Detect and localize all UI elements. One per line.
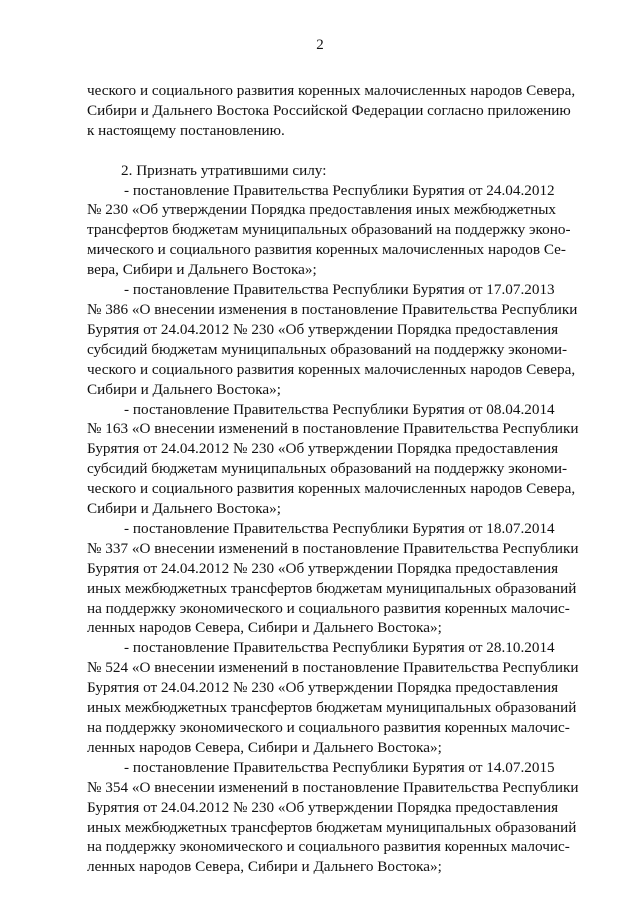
text-line: иных межбюджетных трансфертов бюджетам муниципальных образований [87, 579, 577, 597]
text-line: Бурятия от 24.04.2012 № 230 «Об утверждении Порядка предоставления [87, 440, 559, 458]
document-body [87, 81, 579, 877]
text-line: ленных народов Севера, Сибири и Дальнего Востока»; [87, 858, 442, 876]
text-line: Сибири и Дальнего Востока Российской Федерации согласно приложению [87, 101, 571, 119]
text-line: субсидий бюджетам муниципальных образований на поддержку экономи- [87, 460, 568, 478]
text-line: - постановление Правительства Республики Бурятия от 28.10.2014 [124, 639, 555, 657]
text-line: к настоящему постановлению. [87, 121, 285, 139]
text-line: Сибири и Дальнего Востока»; [87, 380, 281, 398]
repealed-item [87, 400, 579, 519]
text-line: ческого и социального развития коренных малочисленных народов Севера, [87, 480, 576, 498]
text-line: № 524 «О внесении изменений в постановление Правительства Республики [87, 659, 579, 677]
text-line: - постановление Правительства Республики Бурятия от 14.07.2015 [124, 758, 555, 776]
repealed-item [87, 638, 579, 757]
text-line: - постановление Правительства Республики Бурятия от 18.07.2014 [124, 519, 555, 537]
text-line: Сибири и Дальнего Востока»; [87, 500, 281, 518]
text-line: № 386 «О внесении изменения в постановление Правительства Республики [87, 300, 578, 318]
text-line: трансфертов бюджетам муниципальных образований на поддержку эконо- [87, 221, 571, 239]
text-line: на поддержку экономического и социального развития коренных малочис- [87, 599, 570, 617]
text-line: ленных народов Севера, Сибири и Дальнего Востока»; [87, 738, 442, 756]
paragraph-gap [87, 141, 552, 161]
text-line: ческого и социального развития коренных малочисленных народов Севера, [87, 360, 576, 378]
text-line: Бурятия от 24.04.2012 № 230 «Об утверждении Порядка предоставления [87, 559, 559, 577]
text-line: на поддержку экономического и социального развития коренных малочис- [87, 838, 570, 856]
text-line: Бурятия от 24.04.2012 № 230 «Об утверждении Порядка предоставления [87, 798, 559, 816]
section-heading: 2. Признать утратившими силу: [121, 161, 327, 179]
text-line: № 354 «О внесении изменений в постановление Правительства Республики [87, 778, 579, 796]
repealed-item [87, 758, 579, 877]
text-line: № 163 «О внесении изменений в постановление Правительства Республики [87, 420, 579, 438]
text-line: - постановление Правительства Республики Бурятия от 24.04.2012 [124, 181, 555, 199]
text-line: Бурятия от 24.04.2012 № 230 «Об утверждении Порядка предоставления [87, 679, 559, 697]
intro-paragraph [87, 81, 576, 141]
text-line: субсидий бюджетам муниципальных образований на поддержку экономи- [87, 340, 568, 358]
text-line: № 337 «О внесении изменений в постановление Правительства Республики [87, 539, 579, 557]
text-line: ческого и социального развития коренных малочисленных народов Севера, [87, 82, 576, 99]
text-line: Бурятия от 24.04.2012 № 230 «Об утверждении Порядка предоставления [87, 320, 559, 338]
text-line: вера, Сибири и Дальнего Востока»; [87, 261, 317, 279]
text-line: ленных народов Севера, Сибири и Дальнего Востока»; [87, 619, 442, 637]
text-line: - постановление Правительства Республики Бурятия от 08.04.2014 [124, 400, 555, 418]
text-line: мического и социального развития коренных малочисленных народов Се- [87, 241, 566, 259]
repealed-item [87, 280, 578, 399]
repealed-item [87, 519, 579, 638]
text-line: иных межбюджетных трансфертов бюджетам муниципальных образований [87, 699, 577, 717]
text-line: иных межбюджетных трансфертов бюджетам муниципальных образований [87, 818, 577, 836]
page-number: 2 [316, 37, 324, 53]
text-line: - постановление Правительства Республики Бурятия от 17.07.2013 [124, 281, 555, 299]
text-line: на поддержку экономического и социального развития коренных малочис- [87, 719, 570, 736]
text-line: № 230 «Об утверждении Порядка предоставления иных межбюджетных [87, 201, 557, 219]
repealed-item [87, 181, 571, 281]
